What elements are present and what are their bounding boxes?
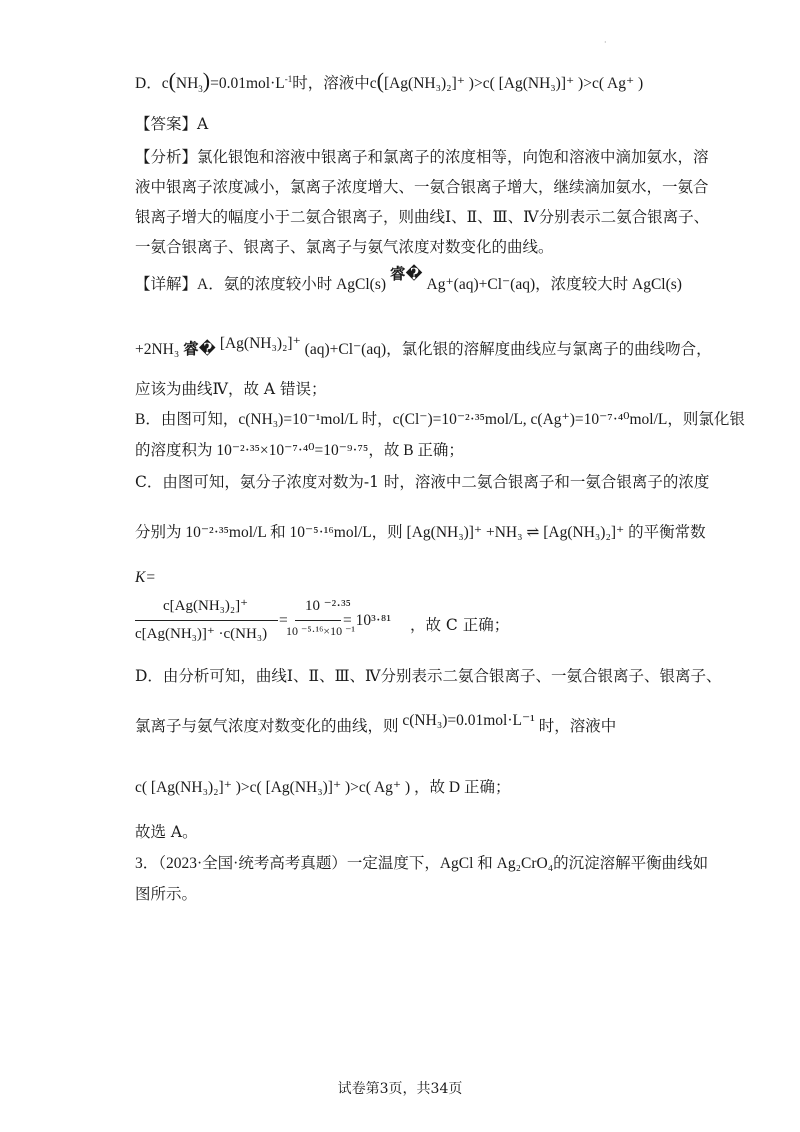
- fraction-result: = 10³·⁸¹: [343, 612, 391, 629]
- question-3-line-2: 图所示。: [135, 885, 198, 903]
- detail-line-2: +2NH₃ 睿� [Ag(NH₃)₂]⁺ (aq)+Cl⁻(aq)，氯化银的溶解度曲线应与氯离子的曲线吻合，: [135, 335, 712, 358]
- ion-comparison: c( [Ag(NH₃)₂]⁺ )>c( [Ag(NH₃)]⁺ )>c( Ag⁺ ): [135, 779, 411, 796]
- page-footer: 试卷第3页，共34页: [337, 1081, 463, 1097]
- option-d-prefix: D．c: [135, 75, 169, 92]
- c-conclusion: ，故 C 正确；: [410, 616, 510, 634]
- equilibrium-equation: [Ag(NH₃)]⁺ +NH₃ ⇌ [Ag(NH₃)₂]⁺: [406, 524, 625, 541]
- fraction-denominator: c[Ag(NH₃)]⁺ ·c(NH₃): [135, 626, 268, 642]
- d-line-1: D．由分析可知，曲线Ⅰ、Ⅱ、Ⅲ、Ⅳ分别表示二氨合银离子、一氨合银离子、银离子、: [135, 667, 722, 685]
- detail-line-1: 【详解】A．氨的浓度较小时 AgCl(s) 睿� Ag⁺(aq)+Cl⁻(aq)，浓度较大时 AgCl(s): [135, 266, 682, 293]
- value-numerator: 10 ⁻²·³⁵: [305, 598, 351, 614]
- choose-line: 故选 A。: [135, 823, 198, 841]
- ammonia-concentration: c(NH₃)=0.01mol·L⁻¹: [402, 712, 535, 729]
- k-label: K=: [135, 569, 156, 586]
- option-d-compare: [Ag(NH₃)₂]⁺ )>c( [Ag(NH₃)]⁺ )>c( Ag⁺ ): [383, 75, 644, 92]
- b-line-1: B．由图可知，c(NH₃)=10⁻¹mol/L 时，c(Cl⁻)=10⁻²·³⁵mol/L, c(Ag⁺)=10⁻⁷·⁴⁰mol/L，则氯化银: [135, 411, 745, 428]
- c-line-1: C．由图可知，氨分子浓度对数为-1 时，溶液中二氨合银离子和一氨合银离子的浓度: [135, 473, 710, 491]
- d-line-3: c( [Ag(NH₃)₂]⁺ )>c( [Ag(NH₃)]⁺ )>c( Ag⁺ ) ，故 D 正确；: [135, 779, 511, 796]
- question-3-line-1: 3．（2023·全国·统考高考真题）一定温度下，AgCl 和 Ag₂CrO₄的沉淀溶解平衡曲线如: [135, 855, 709, 872]
- fraction-numerator: c[Ag(NH₃)₂]⁺: [163, 598, 249, 614]
- analysis-line-1: 【分析】氯化银饱和溶液中银离子和氯离子的浓度相等，向饱和溶液中滴加氨水，溶: [135, 148, 709, 166]
- c-line-2: 分别为 10⁻²·³⁵mol/L 和 10⁻⁵·¹⁶mol/L，则 [Ag(NH₃)]⁺ +NH₃ ⇌ [Ag(NH₃)₂]⁺ 的平衡常数: [135, 524, 706, 541]
- equilibrium-glyph: 睿�: [389, 266, 423, 283]
- diammine-silver-ion: [Ag(NH₃)₂]⁺: [219, 335, 301, 352]
- detail-line-3: 应该为曲线Ⅳ，故 A 错误；: [135, 380, 327, 398]
- answer-line: 【答案】A: [135, 115, 209, 133]
- value-fraction-bar: [295, 620, 341, 621]
- option-d-conc: $=0.01mol\cdot L^{-1}$: [210, 73, 293, 92]
- b-line-2: 的溶度积为 10⁻²·³⁵×10⁻⁷·⁴⁰=10⁻⁹·⁷⁵，故 B 正确；: [135, 442, 464, 459]
- d-line-2: 氯离子与氨气浓度对数变化的曲线，则 c(NH₃)=0.01mol·L⁻¹ 时，溶液中: [135, 712, 617, 735]
- equilibrium-glyph: 睿�: [183, 341, 216, 358]
- value-denominator: 10 ⁻⁵·¹⁶×10 ⁻¹: [286, 624, 355, 638]
- analysis-line-2: 液中银离子浓度减小，氯离子浓度增大、一氨合银离子增大，继续滴加氨水，一氨合: [135, 178, 709, 196]
- option-d-line: D．$c(NH_3)=0.01mol\cdot L^{-1}$时，溶液中c([Ag(NH₃)₂]⁺ )>c( [Ag(NH₃)]⁺ )>c( Ag⁺ ): [135, 68, 644, 95]
- fraction-bar: [135, 620, 278, 621]
- scan-dot: ·: [604, 38, 607, 47]
- analysis-line-4: 一氨合银离子、银离子、氯离子与氨气浓度对数变化的曲线。: [135, 238, 554, 256]
- analysis-line-3: 银离子增大的幅度小于二氨合银离子，则曲线Ⅰ、Ⅱ、Ⅲ、Ⅳ分别表示二氨合银离子、: [135, 208, 710, 226]
